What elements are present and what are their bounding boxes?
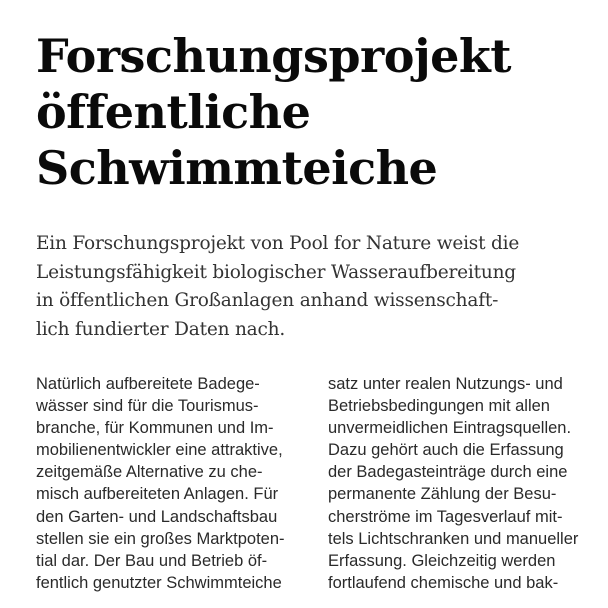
title-line: Schwimmteiche — [36, 141, 438, 195]
body-column-left — [36, 373, 306, 594]
body-line: tial dar. Der Bau und Betrieb öf- — [36, 551, 268, 570]
body-line: satz unter realen Nutzungs- und — [328, 375, 563, 393]
intro-line: Leistungsfähigkeit biologischer Wasseraufbereitung — [36, 261, 516, 283]
article-title — [36, 28, 606, 196]
body-line: cherströme im Tagesverlauf mit- — [328, 507, 563, 526]
body-line: Erfassung. Gleichzeitig werden — [328, 551, 556, 570]
body-line: fortlaufend chemische und bak- — [328, 573, 559, 592]
body-line: Betriebsbedingungen mit allen — [328, 397, 550, 416]
body-line: fentlich genutzter Schwimmteiche — [36, 573, 282, 592]
intro-line: lich fundierter Daten nach. — [36, 318, 286, 340]
body-line: Natürlich aufbereitete Badege- — [36, 375, 260, 393]
body-line: den Garten- und Landschaftsbau — [36, 507, 278, 526]
body-column-right — [328, 373, 608, 594]
body-line: der Badegasteinträge durch eine — [328, 463, 568, 482]
body-line: mobilienentwickler eine attraktive, — [36, 441, 283, 460]
body-line: tels Lichtschranken und manueller — [328, 529, 579, 548]
intro-line: in öffentlichen Großanlagen anhand wissenschaft- — [36, 290, 499, 311]
body-line: unvermeidlichen Eintragsquellen. — [328, 419, 572, 438]
body-line: Dazu gehört auch die Erfassung — [328, 441, 564, 460]
title-line: öffentliche — [36, 85, 311, 139]
body-line: branche, für Kommunen und Im- — [36, 419, 274, 438]
title-line: Forschungsprojekt — [36, 29, 511, 83]
body-line: zeitgemäße Alternative zu che- — [36, 463, 263, 482]
body-line: stellen sie ein großes Marktpoten- — [36, 529, 285, 548]
body-line: misch aufbereiteten Anlagen. Für — [36, 485, 279, 504]
body-line: wässer sind für die Tourismus- — [36, 397, 259, 416]
intro-line: Ein Forschungsprojekt von Pool for Nature weist die — [36, 233, 520, 254]
body-line: permanente Zählung der Besu- — [328, 485, 557, 504]
article-intro — [36, 230, 596, 344]
